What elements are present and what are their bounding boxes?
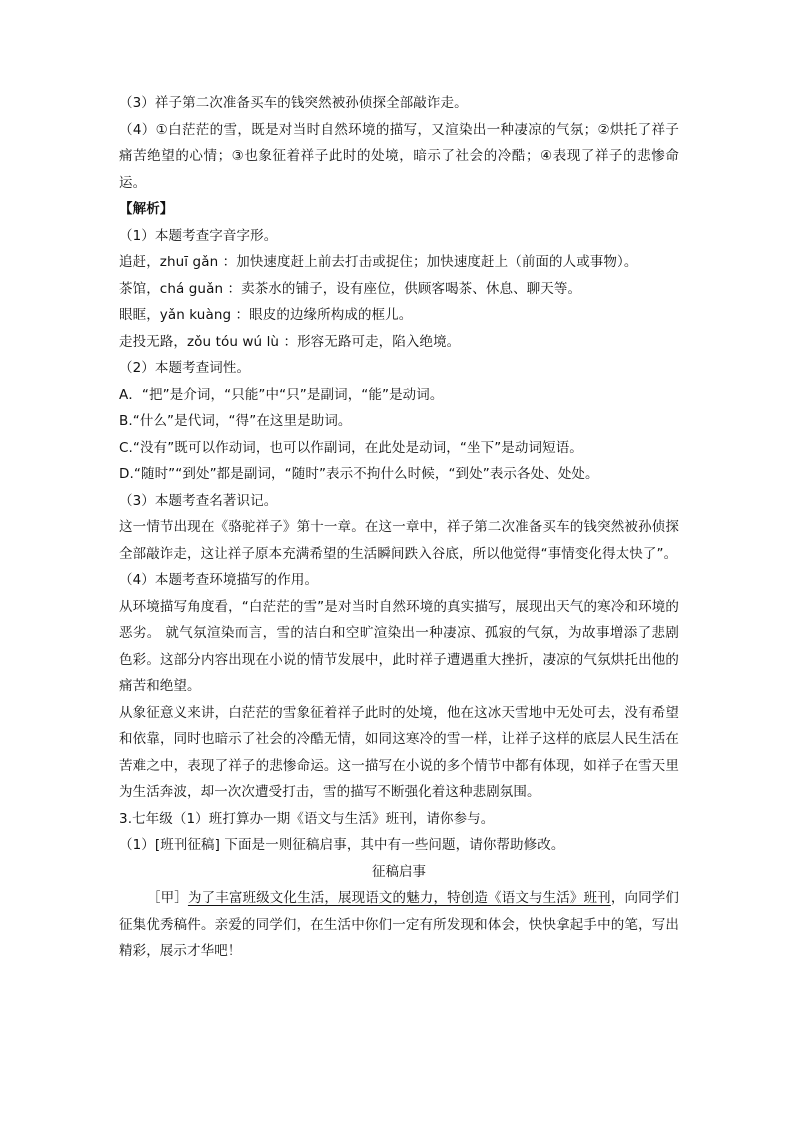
analysis-4-paragraph-2: 从象征意义来讲，白茫茫的雪象征着祥子此时的处境，他在这冰天雪地中无处可去，没有希望和依靠，同时也暗示了社会的冷酷无情，如同这寒冷的雪一样，让祥子这样的底层人民生活在苦难之中，表现了祥子的悲惨命运。这一描写在小说的多个情节中都有体现，如祥子在雪天里为生活奔波，却一次次遭受打击，雪的描写不断强化着这种悲剧氛围。 bbox=[119, 704, 679, 800]
analysis-4-paragraph-1: 从环境描写角度看，“白茫茫的雪”是对当时自然环境的真实描写，展现出天气的寒冷和环境的恶劣。 就气氛渲染而言，雪的洁白和空旷渲染出一种凄凉、孤寂的气氛，为故事增添了悲剧色彩。这部分内容出现在小说的情节发展中，此时祥子遭遇重大挫折，凄凉的气氛烘托出他的痛苦和绝望。 bbox=[119, 598, 679, 694]
analysis-1-title: （1）本题考查字音字形。 bbox=[119, 227, 278, 244]
analysis-2-option-d: D.“随时”“到处”都是副词，“随时”表示不拘什么时候，“到处”表示各处、处处。 bbox=[119, 466, 599, 482]
analysis-1-item: 追赶，zhuī gǎn ：加快速度赶上前去打击或捉住；加快速度赶上（前面的人或事物）。 bbox=[119, 254, 638, 270]
notice-rest: ，向同学们征集优秀稿件。亲爱的同学们，在生活中你们一定有所发现和体会，快快拿起手中的笔，写出精彩，展示才华吧！ bbox=[119, 890, 679, 959]
document-content bbox=[119, 90, 679, 965]
notice-body bbox=[119, 885, 679, 965]
analysis-1-item: 眼眶，yǎn kuàng ：眼皮的边缘所构成的框儿。 bbox=[119, 307, 413, 323]
question-3-sub-1: （1）[班刊征稿] 下面是一则征稿启事，其中有一些问题，请你帮助修改。 bbox=[119, 837, 565, 853]
analysis-3-paragraph: 这一情节出现在《骆驼祥子》第十一章。在这一章中，祥子第二次准备买车的钱突然被孙侦探全部敲诈走，这让祥子原本充满希望的生活瞬间跌入谷底，所以他觉得“事情变化得太快了”。 bbox=[119, 519, 679, 562]
analysis-1-item: 走投无路，zǒu tóu wú lù ：形容无路可走，陷入绝境。 bbox=[119, 333, 461, 350]
notice-underlined-sentence: 为了丰富班级文化生活，展现语文的魅力，特创造《语文与生活》班刊 bbox=[187, 890, 611, 906]
question-3-intro: 3.七年级（1）班打算办一期《语文与生活》班刊，请你参与。 bbox=[119, 810, 495, 827]
analysis-4-title: （4）本题考查环境描写的作用。 bbox=[119, 572, 319, 588]
analysis-2-option-c: C.“没有”既可以作动词，也可以作副词，在此处是动词，“坐下”是动词短语。 bbox=[119, 439, 583, 456]
analysis-1-item: 茶馆，chá guǎn ：卖茶水的铺子，设有座位，供顾客喝茶、休息、聊天等。 bbox=[119, 280, 582, 297]
notice-label: ［甲］ bbox=[147, 890, 188, 906]
analysis-2-option-b: B.“什么”是代词，“得”在这里是助词。 bbox=[119, 413, 352, 429]
answer-q3: （3）祥子第二次准备买车的钱突然被孙侦探全部敲诈走。 bbox=[119, 95, 468, 111]
notice-title: 征稿启事 bbox=[372, 863, 426, 880]
analysis-3-title: （3）本题考查名著识记。 bbox=[119, 492, 278, 509]
analysis-heading: 【解析】 bbox=[119, 201, 174, 217]
analysis-2-title: （2）本题考查词性。 bbox=[119, 360, 251, 376]
answer-q4: （4）①白茫茫的雪，既是对当时自然环境的描写，又渲染出一种凄凉的气氛；②烘托了祥子痛苦绝望的心情；③也象征着祥子此时的处境，暗示了社会的冷酷；④表现了祥子的悲惨命运。 bbox=[119, 121, 679, 191]
analysis-2-option-a: A．“把”是介词，“只能”中“只”是副词，“能”是动词。 bbox=[119, 386, 444, 403]
